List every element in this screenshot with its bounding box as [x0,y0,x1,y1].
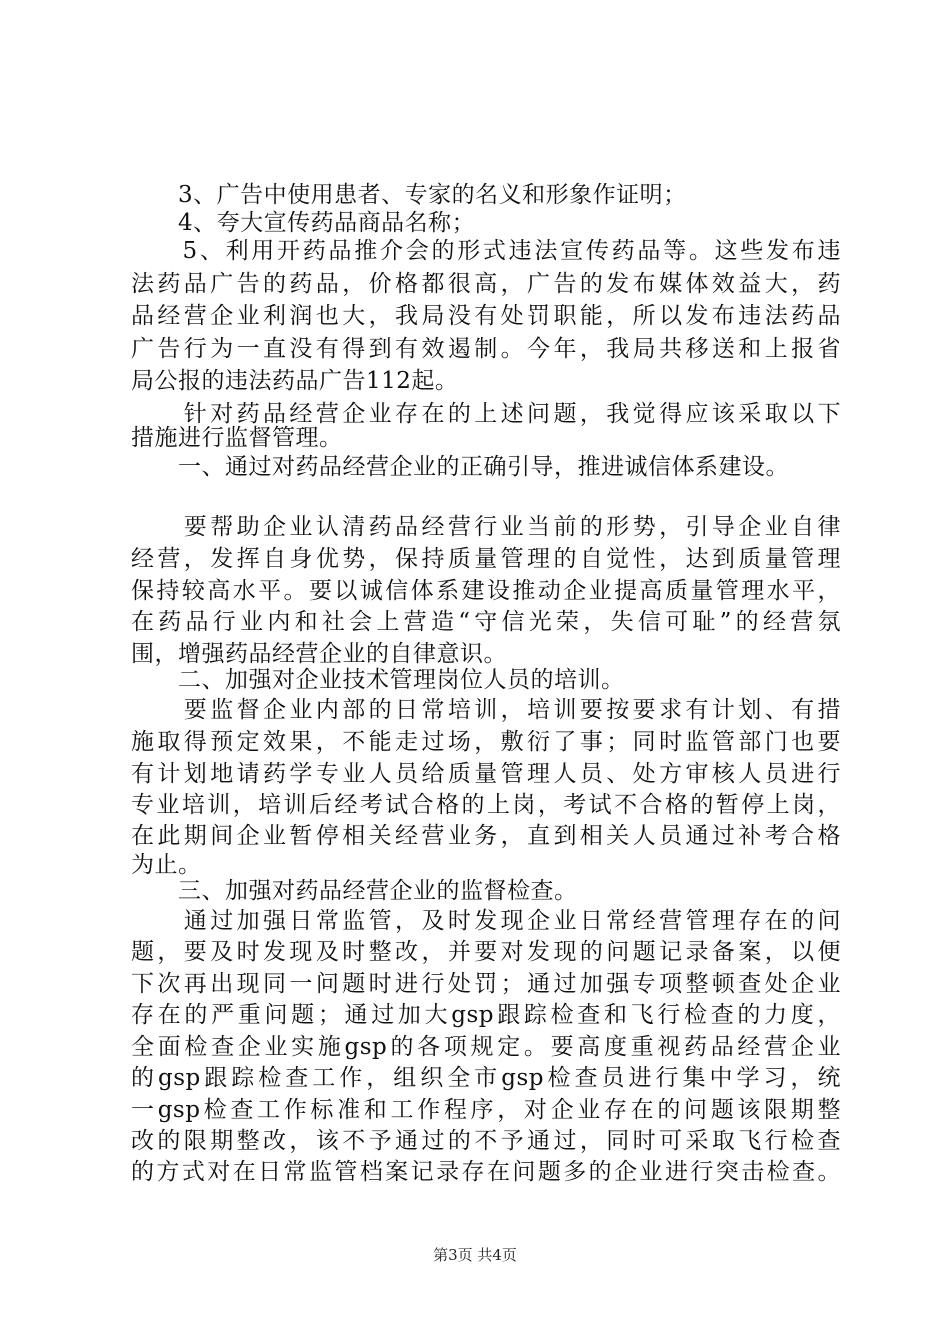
text-line: 专业培训，培训后经考试合格的上岗，考试不合格的暂停上岗， [131,792,841,818]
text-line: 针对药品经营企业存在的上述问题，我觉得应该采取以下 [131,401,841,427]
text-line: 广告行为一直没有得到有效遏制。今年，我局共移送和上报省 [131,336,841,362]
text-line: 在药品行业内和社会上营造“守信光荣，失信可耻”的经营氛 [131,609,841,635]
text-line: 4、夸大宣传药品商品名称； [131,210,476,236]
page-footer: 第3页 共4页 [433,1246,517,1264]
text-line: 在此期间企业暂停相关经营业务，直到相关人员通过补考合格 [131,823,841,849]
text-line: 的gsp跟踪检查工作，组织全市gsp检查员进行集中学习，统 [131,1065,841,1091]
text-line: 改的限期整改，该不予通过的不予通过，同时可采取飞行检查 [131,1128,841,1154]
text-line: 措施进行监督管理。 [131,425,343,451]
text-line: 3、广告中使用患者、专家的名义和形象作证明； [131,182,687,208]
text-line: 一gsp检查工作标准和工作程序，对企业存在的问题该限期整 [131,1097,841,1123]
text-line: 存在的严重问题；通过加大gsp跟踪检查和飞行检查的力度， [131,1002,841,1028]
text-line: 法药品广告的药品，价格都很高，广告的发布媒体效益大，药 [131,271,841,297]
text-line: 保持较高水平。要以诚信体系建设推动企业提高质量管理水平， [131,578,841,604]
text-line: 要帮助企业认清药品经营行业当前的形势，引导企业自律 [131,514,841,540]
text-line: 施取得预定效果，不能走过场，敷衍了事；同时监管部门也要 [131,729,841,755]
text-line: 全面检查企业实施gsp的各项规定。要高度重视药品经营企业 [131,1034,841,1060]
text-line: 5、利用开药品推介会的形式违法宣传药品等。这些发布违 [131,238,841,264]
text-line: 有计划地请药学专业人员给质量管理人员、处方审核人员进行 [131,761,841,787]
text-line: 经营，发挥自身优势，保持质量管理的自觉性，达到质量管理 [131,546,841,572]
text-line: 通过加强日常监管，及时发现企业日常经营管理存在的问 [131,908,841,934]
section-heading: 三、加强对药品经营企业的监督检查。 [131,878,578,904]
text-line: 下次再出现同一问题时进行处罚；通过加强专项整顿查处企业 [131,971,841,997]
text-line: 局公报的违法药品广告112起。 [131,368,459,394]
text-line: 围，增强药品经营企业的自律意识。 [131,641,507,667]
section-heading: 一、通过对药品经营企业的正确引导，推进诚信体系建设。 [131,454,789,480]
text-line: 的方式对在日常监管档案记录存在问题多的企业进行突击检查。 [131,1159,841,1185]
text-line: 为止。 [131,852,202,878]
section-heading: 二、加强对企业技术管理岗位人员的培训。 [131,667,625,693]
text-line: 品经营企业利润也大，我局没有处罚职能，所以发布违法药品 [131,303,841,329]
text-line: 要监督企业内部的日常培训，培训要按要求有计划、有措 [131,697,841,723]
text-line: 题，要及时发现及时整改，并要对发现的问题记录备案，以便 [131,939,841,965]
